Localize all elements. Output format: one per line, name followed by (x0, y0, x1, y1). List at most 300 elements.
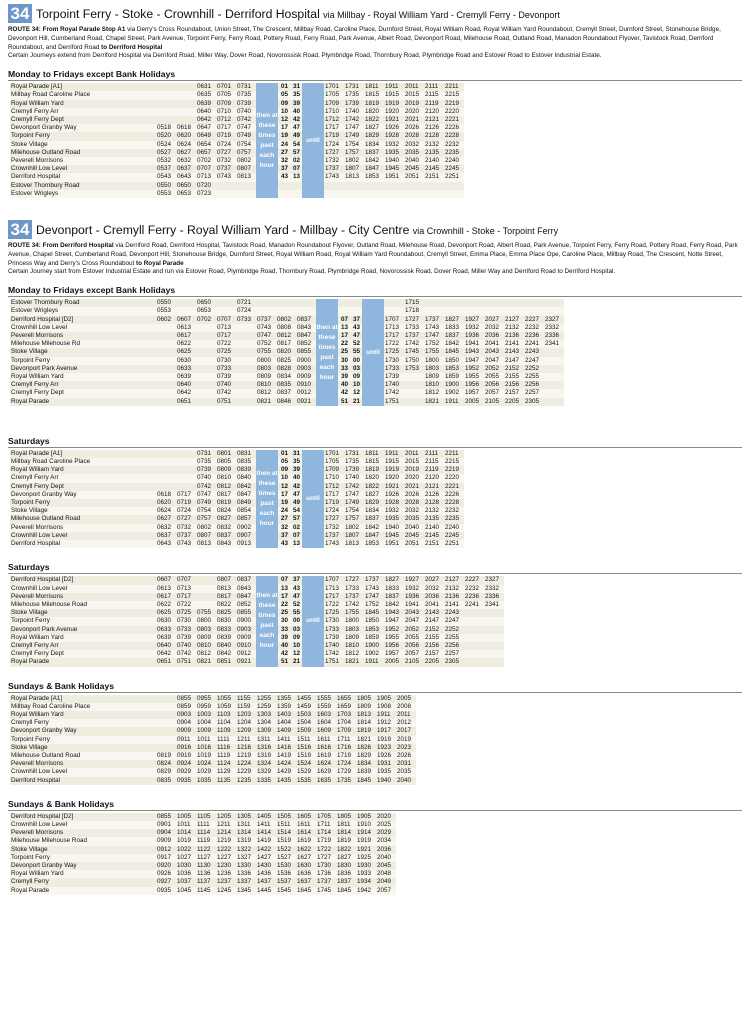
time-cell: 0617 (156, 593, 176, 601)
time-cell (296, 299, 316, 307)
time-cell: 1845 (336, 887, 356, 895)
time-cell: 1940 (384, 157, 404, 165)
time-cell: 47 (350, 332, 362, 340)
time-cell: 24 (278, 507, 290, 515)
time-cell: 2215 (444, 91, 464, 99)
time-cell: 1842 (444, 340, 464, 348)
table-row (10, 760, 416, 768)
table-row (10, 862, 396, 870)
time-cell: 2021 (404, 116, 424, 124)
time-cell: 2140 (424, 524, 444, 532)
time-cell: 0731 (236, 83, 256, 91)
time-cell: 1709 (324, 100, 344, 108)
time-cell (156, 450, 176, 458)
time-cell: 1932 (384, 507, 404, 515)
time-cell: 0721 (236, 299, 256, 307)
time-cell: 47 (290, 593, 302, 601)
section-title: Sundays & Bank Holidays (8, 798, 115, 809)
time-cell: 1932 (464, 324, 484, 332)
time-cell: 0743 (176, 540, 196, 548)
time-cell (276, 307, 296, 315)
time-cell: 0840 (236, 474, 256, 482)
route-desc-extension: Certain Journeys extend from Derriford Hospital via Derriford Road, Miller Way, Dover Road, Novorossisk Road, Plymbridge Road, Thornbury Road, Plymbridge Road and Estover Road to Estover Industrial Estate. (8, 52, 602, 60)
time-cell: 1809 (344, 634, 364, 642)
time-cell: 1737 (316, 878, 336, 886)
time-cell: 1810 (424, 381, 444, 389)
time-cell: 1842 (364, 157, 384, 165)
time-cell: 0707 (196, 165, 216, 173)
time-cell (156, 108, 176, 116)
time-cell: 1136 (196, 870, 216, 878)
time-cell: 1429 (276, 768, 296, 776)
time-cell: 1411 (276, 736, 296, 744)
time-cell: 1743 (324, 173, 344, 181)
stop-name: Royal William Yard (10, 100, 156, 108)
stop-name: Milehouse Outland Road (10, 149, 156, 157)
time-cell: 1802 (344, 524, 364, 532)
time-cell (216, 190, 236, 198)
time-cell: 1830 (336, 862, 356, 870)
time-cell: 1947 (384, 617, 404, 625)
time-cell (156, 474, 176, 482)
until-note: until (302, 576, 324, 666)
time-cell: 1503 (296, 711, 316, 719)
time-cell (524, 299, 544, 307)
time-cell: 2251 (444, 173, 464, 181)
time-cell: 2028 (404, 132, 424, 140)
time-cell: 0719 (176, 499, 196, 507)
time-cell: 1812 (424, 389, 444, 397)
time-cell (444, 299, 464, 307)
time-cell: 1016 (196, 744, 216, 752)
time-cell: 0828 (276, 365, 296, 373)
stop-name: Torpoint Ferry (10, 132, 156, 140)
time-cell: 1853 (364, 173, 384, 181)
time-cell: 1711 (336, 736, 356, 744)
time-cell: 0927 (156, 878, 176, 886)
time-cell: 1727 (316, 854, 336, 862)
time-cell: 1024 (196, 760, 216, 768)
time-cell: 2257 (444, 650, 464, 658)
time-cell (364, 190, 384, 198)
time-cell: 2252 (524, 365, 544, 373)
time-cell: 0839 (236, 466, 256, 474)
time-cell: 1743 (324, 540, 344, 548)
time-cell (156, 324, 176, 332)
time-cell: 1919 (376, 736, 396, 744)
time-cell (464, 634, 484, 642)
route-title (36, 223, 558, 237)
time-cell: 1813 (344, 173, 364, 181)
stop-name: Estover Thornbury Road (10, 299, 156, 307)
time-cell: 47 (290, 124, 302, 132)
time-cell: 2105 (404, 658, 424, 666)
time-cell: 1829 (356, 752, 376, 760)
time-cell: 1751 (384, 398, 404, 406)
time-cell: 1936 (404, 593, 424, 601)
time-cell: 1952 (384, 626, 404, 634)
time-cell (196, 601, 216, 609)
time-cell: 1731 (344, 450, 364, 458)
time-cell: 0903 (236, 626, 256, 634)
time-cell: 0607 (156, 576, 176, 584)
time-cell: 07 (278, 576, 290, 584)
time-cell: 1245 (216, 887, 236, 895)
route-via-text: via Crownhill - Stoke - Torpoint Ferry (412, 225, 559, 236)
time-cell: 2041 (484, 340, 504, 348)
route-desc-body: via Derry's Cross Roundabout, Union Street, The Crescent, Millbay Road, Caroline Place, Durnford Street, Royal William Road, Royal William Yard Roundabout, Cremyll Street, Durnford Street, Stonehouse Bridge, Devonport Hill, Cumberland Road, Chapel Street, Park Avenue, Torpoint Ferry, Ferry Road, Pottery Road, Ferry Road, Park Avenue, Albert Road, Devonport Road, Milehouse Road, Outland Road, Manadon Roundabout Flyover, Tavistock Road, Derriford Roundabout, and Derriford Road (8, 26, 721, 51)
time-cell: 1219 (216, 837, 236, 845)
time-cell: 1712 (324, 483, 344, 491)
time-cell: 0837 (216, 532, 236, 540)
time-cell (484, 658, 504, 666)
route-desc-extension: Certain Journey start from Estover Industrial Estate and run via Estover Road, Plymbridge Road, Thornbury Road, Plymbridge Road, Novorossisk Road, Dover Road, Miller Way and Derriford Road to Derriford Hospital. (8, 268, 616, 276)
time-cell: 1411 (256, 821, 276, 829)
time-cell: 1833 (444, 324, 464, 332)
time-cell: 2051 (404, 540, 424, 548)
time-cell (236, 332, 256, 340)
stop-name: Royal Parade (10, 658, 156, 666)
time-cell: 09 (278, 466, 290, 474)
time-cell: 1800 (344, 617, 364, 625)
time-cell: 0643 (176, 173, 196, 181)
time-cell: 19 (278, 132, 290, 140)
time-cell: 1811 (336, 821, 356, 829)
time-cell (484, 617, 504, 625)
table-row (10, 398, 564, 406)
stop-name: Devonport Granby Way (10, 862, 156, 870)
time-cell (156, 348, 176, 356)
time-cell (196, 348, 216, 356)
time-cell: 0757 (236, 149, 256, 157)
time-cell: 1834 (364, 507, 384, 515)
time-cell: 52 (350, 340, 362, 348)
time-cell: 1934 (356, 878, 376, 886)
stop-name: Milehouse Milehouse Rd (10, 340, 156, 348)
time-cell: 0739 (236, 100, 256, 108)
time-cell: 0720 (196, 182, 216, 190)
time-cell: 27 (278, 149, 290, 157)
time-cell: 2005 (464, 398, 484, 406)
table-row (10, 711, 416, 719)
time-cell: 2019 (396, 736, 416, 744)
time-cell: 0724 (236, 307, 256, 315)
time-cell: 2029 (376, 829, 396, 837)
time-cell: 2215 (444, 458, 464, 466)
time-cell: 2252 (444, 626, 464, 634)
time-cell: 2049 (376, 878, 396, 886)
stop-name: Cremyll Ferry Dept (10, 650, 156, 658)
time-cell: 0727 (216, 149, 236, 157)
time-cell (484, 634, 504, 642)
time-cell: 2035 (404, 149, 424, 157)
stop-name: Royal Parade [A1] (10, 83, 156, 91)
time-cell (236, 357, 256, 365)
time-cell: 1805 (356, 695, 376, 703)
time-cell: 1511 (296, 736, 316, 744)
time-cell (236, 398, 256, 406)
time-cell: 2051 (404, 173, 424, 181)
time-cell: 2332 (484, 585, 504, 593)
time-cell: 1821 (344, 658, 364, 666)
stop-name: Stoke Village (10, 846, 156, 854)
time-cell: 1717 (324, 124, 344, 132)
stop-name: Torpoint Ferry (10, 617, 156, 625)
time-cell: 2011 (404, 83, 424, 91)
time-cell: 2305 (524, 398, 544, 406)
time-cell: 1819 (336, 837, 356, 845)
time-cell: 0737 (256, 316, 276, 324)
stop-name: Cremyll Ferry (10, 878, 156, 886)
table-row (10, 365, 564, 373)
time-cell: 0740 (196, 474, 216, 482)
time-cell: 1810 (344, 642, 364, 650)
time-cell (544, 357, 564, 365)
time-cell: 1324 (256, 760, 276, 768)
time-cell: 1405 (256, 813, 276, 821)
time-cell: 1805 (336, 813, 356, 821)
time-cell: 0917 (156, 854, 176, 862)
time-cell: 0647 (196, 124, 216, 132)
stop-name: Milehouse Milehouse Road (10, 601, 156, 609)
stop-name: Crownhill Low Level (10, 768, 156, 776)
time-cell: 1834 (356, 760, 376, 768)
time-cell: 0518 (156, 124, 176, 132)
time-cell: 2232 (524, 324, 544, 332)
time-cell: 0730 (216, 357, 236, 365)
time-cell: 0854 (236, 507, 256, 515)
time-cell: 2220 (444, 108, 464, 116)
time-cell: 2141 (444, 601, 464, 609)
time-cell: 2240 (444, 524, 464, 532)
time-cell: 1732 (324, 157, 344, 165)
time-cell: 0739 (216, 373, 236, 381)
time-cell: 0751 (176, 658, 196, 666)
table-row (10, 373, 564, 381)
time-cell: 49 (290, 132, 302, 140)
time-cell: 1114 (196, 829, 216, 837)
time-cell: 1731 (344, 83, 364, 91)
time-cell: 1822 (364, 116, 384, 124)
time-cell: 0630 (156, 617, 176, 625)
stop-name: Torpoint Ferry (10, 854, 156, 862)
time-cell (196, 340, 216, 348)
time-cell: 1837 (444, 332, 464, 340)
time-cell: 1847 (364, 165, 384, 173)
time-cell: 2045 (404, 532, 424, 540)
time-cell: 1850 (444, 357, 464, 365)
time-cell: 1842 (384, 601, 404, 609)
stop-name: Cremyll Ferry Arr (10, 474, 156, 482)
time-cell: 2232 (464, 585, 484, 593)
time-cell (196, 585, 216, 593)
time-cell: 1936 (464, 332, 484, 340)
time-cell: 09 (350, 373, 362, 381)
time-cell (544, 348, 564, 356)
table-row (10, 299, 564, 307)
time-cell: 0740 (216, 381, 236, 389)
stop-name: Peverell Morrisons (10, 332, 156, 340)
time-cell: 1717 (324, 593, 344, 601)
time-cell: 0855 (176, 695, 196, 703)
frequency-note: then at these times past each hour (256, 83, 278, 198)
time-cell: 0832 (216, 524, 236, 532)
time-cell: 1837 (384, 593, 404, 601)
stop-name: Derriford Hospital (10, 777, 156, 785)
time-cell: 2145 (424, 532, 444, 540)
time-cell: 2040 (376, 854, 396, 862)
time-cell: 2152 (424, 626, 444, 634)
time-cell: 0712 (216, 116, 236, 124)
time-cell: 2005 (396, 695, 416, 703)
time-cell: 0550 (156, 299, 176, 307)
time-cell: 0843 (216, 540, 236, 548)
stop-name: Crownhill Low Level (10, 821, 156, 829)
time-cell: 21 (290, 658, 302, 666)
time-cell: 1733 (384, 365, 404, 373)
time-cell: 1735 (336, 777, 356, 785)
time-cell: 0809 (196, 634, 216, 642)
time-cell: 1319 (236, 837, 256, 845)
time-cell: 1740 (384, 381, 404, 389)
time-cell: 1822 (364, 483, 384, 491)
time-cell: 1730 (384, 357, 404, 365)
time-cell: 07 (290, 165, 302, 173)
time-cell: 0819 (216, 499, 236, 507)
time-cell (350, 299, 362, 307)
time-cell: 0825 (216, 609, 236, 617)
time-cell: 1305 (236, 813, 256, 821)
time-cell: 1111 (216, 736, 236, 744)
time-cell: 2156 (504, 381, 524, 389)
time-cell: 32 (278, 524, 290, 532)
time-cell: 1743 (364, 585, 384, 593)
time-cell: 2034 (376, 837, 396, 845)
time-cell: 1355 (276, 695, 296, 703)
time-cell: 1725 (384, 348, 404, 356)
time-cell: 1505 (276, 813, 296, 821)
time-cell (464, 626, 484, 634)
time-cell: 43 (278, 540, 290, 548)
table-row (10, 165, 464, 173)
time-cell (156, 695, 176, 703)
time-cell: 0713 (196, 173, 216, 181)
time-cell: 1717 (384, 332, 404, 340)
time-cell (176, 299, 196, 307)
table-row (10, 141, 464, 149)
time-cell: 1847 (364, 532, 384, 540)
time-cell: 2105 (484, 398, 504, 406)
time-cell: 0821 (196, 658, 216, 666)
time-cell: 1559 (316, 703, 336, 711)
time-cell: 0813 (216, 585, 236, 593)
time-cell (424, 299, 444, 307)
time-cell: 1742 (344, 601, 364, 609)
table-row (10, 332, 564, 340)
time-cell: 1209 (236, 727, 256, 735)
time-cell: 2056 (404, 642, 424, 650)
stop-name: Royal Parade (10, 887, 156, 895)
time-cell: 1829 (364, 499, 384, 507)
time-cell: 0632 (176, 157, 196, 165)
time-cell: 1739 (324, 634, 344, 642)
time-cell: 0733 (216, 365, 236, 373)
time-cell: 0705 (216, 91, 236, 99)
time-cell: 0707 (216, 316, 236, 324)
time-cell: 1455 (296, 695, 316, 703)
time-cell: 33 (338, 365, 350, 373)
time-cell (216, 182, 236, 190)
time-cell: 2035 (396, 768, 416, 776)
table-row (10, 491, 464, 499)
time-cell: 1814 (356, 719, 376, 727)
time-cell: 1445 (256, 887, 276, 895)
time-cell: 1219 (236, 752, 256, 760)
time-cell: 1749 (344, 132, 364, 140)
time-cell: 1859 (364, 634, 384, 642)
time-cell: 1826 (356, 744, 376, 752)
time-cell: 1224 (236, 760, 256, 768)
time-cell: 0921 (236, 658, 256, 666)
time-cell: 1119 (216, 752, 236, 760)
time-cell: 0755 (196, 609, 216, 617)
time-cell: 1905 (356, 813, 376, 821)
time-cell: 1514 (276, 829, 296, 837)
time-cell: 0833 (216, 626, 236, 634)
time-cell: 1129 (216, 768, 236, 776)
time-cell: 1742 (324, 650, 344, 658)
time-cell: 37 (290, 576, 302, 584)
time-cell: 1850 (364, 617, 384, 625)
time-cell: 0650 (196, 299, 216, 307)
time-cell: 1827 (444, 316, 464, 324)
time-cell: 1941 (464, 340, 484, 348)
time-cell: 1712 (324, 116, 344, 124)
time-cell: 1003 (196, 711, 216, 719)
time-cell: 1619 (316, 752, 336, 760)
time-cell: 1211 (216, 821, 236, 829)
table-row (10, 116, 464, 124)
time-cell: 2236 (464, 593, 484, 601)
time-cell: 27 (278, 515, 290, 523)
time-cell: 1819 (364, 466, 384, 474)
time-cell: 0812 (276, 332, 296, 340)
time-cell: 1815 (364, 458, 384, 466)
time-cell: 1624 (316, 760, 336, 768)
table-row (10, 878, 396, 886)
time-cell: 1724 (336, 760, 356, 768)
time-cell: 2227 (464, 576, 484, 584)
time-cell: 0837 (236, 576, 256, 584)
time-cell: 10 (278, 474, 290, 482)
time-cell: 1911 (384, 450, 404, 458)
frequency-note: then at these times past each hour (256, 576, 278, 666)
time-cell: 02 (290, 157, 302, 165)
stop-name: Cremyll Ferry Dept (10, 389, 156, 397)
time-cell: 1718 (404, 307, 424, 315)
time-cell (484, 650, 504, 658)
time-cell: 2332 (544, 324, 564, 332)
time-cell (156, 91, 176, 99)
time-cell: 2211 (444, 83, 464, 91)
time-cell: 00 (350, 357, 362, 365)
time-cell: 0633 (176, 365, 196, 373)
stop-name: Devonport Granby Way (10, 727, 156, 735)
time-cell: 2120 (424, 108, 444, 116)
time-cell: 1837 (336, 878, 356, 886)
time-cell: 1724 (324, 141, 344, 149)
time-cell: 1923 (376, 744, 396, 752)
